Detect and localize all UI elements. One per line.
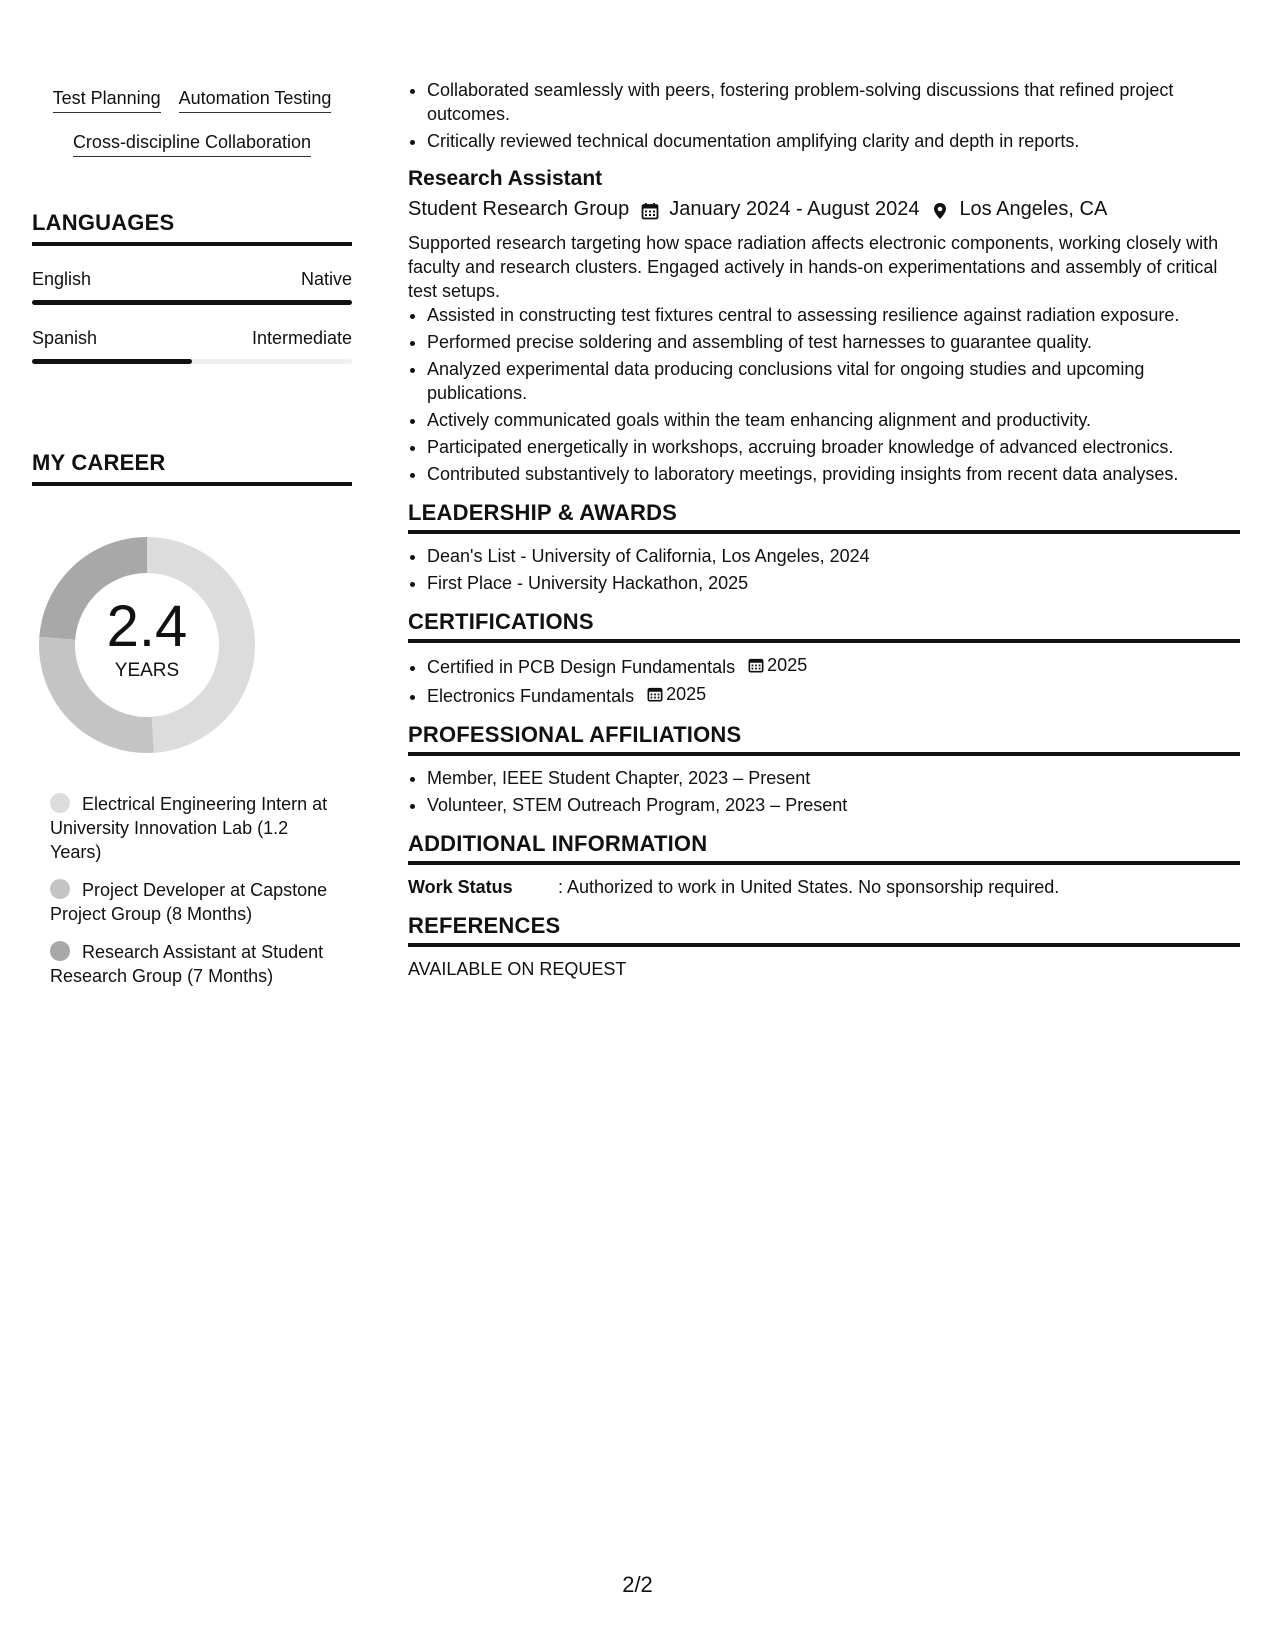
list-item: • Contributed substantively to laboratory meetings, providing insights from recent data analyses. <box>427 462 1240 486</box>
career-heading: MY CAREER <box>32 450 352 486</box>
list-item: • Performed precise soldering and assembling of test harnesses to guarantee quality. <box>427 330 1240 354</box>
legend-label: Research Assistant at Student Research Group (7 Months) <box>50 942 324 986</box>
work-status-row <box>408 875 1240 899</box>
calendar-icon <box>748 657 764 673</box>
legend-dot-icon <box>50 941 70 961</box>
language-bar-fill <box>32 359 192 364</box>
previous-job-bullets <box>408 78 1240 153</box>
language-level: Native <box>300 269 352 289</box>
legend-label: Electrical Engineering Intern at University Innovation Lab (1.2 Years) <box>50 794 328 862</box>
legend-item <box>50 792 330 864</box>
career-donut-chart <box>32 530 262 760</box>
list-item: • Collaborated seamlessly with peers, fostering problem-solving discussions that refined project outcomes. <box>427 78 1240 126</box>
language-name: English <box>32 269 92 289</box>
legend-item <box>50 940 330 988</box>
job-meta <box>408 195 1240 223</box>
skill-tag: Automation Testing <box>179 86 332 113</box>
job-location: Los Angeles, CA <box>959 198 1108 220</box>
awards-heading: LEADERSHIP & AWARDS <box>408 500 1240 534</box>
references-heading: REFERENCES <box>408 913 1240 947</box>
affiliations-heading: PROFESSIONAL AFFILIATIONS <box>408 722 1240 756</box>
additional-info-section <box>408 831 1240 899</box>
list-item <box>427 653 1240 679</box>
affiliations-section <box>408 722 1240 817</box>
list-item: • Dean's List - University of California, Los Angeles, 2024 <box>427 544 1240 568</box>
additional-info-heading: ADDITIONAL INFORMATION <box>408 831 1240 865</box>
list-item: • Member, IEEE Student Chapter, 2023 – Present <box>427 766 1240 790</box>
job-description: Supported research targeting how space radiation affects electronic components, working closely with faculty and research clusters. Engaged actively in hands-on experimentations and assembly of critical test setups. <box>408 233 1219 301</box>
job-bullets <box>408 303 1240 486</box>
languages-heading: LANGUAGES <box>32 210 352 246</box>
references-text: AVAILABLE ON REQUEST <box>408 959 627 979</box>
skill-tag: Cross-discipline Collaboration <box>73 130 311 157</box>
language-bar <box>32 300 352 305</box>
list-item: • Participated energetically in workshops, accruing broader knowledge of advanced electronics. <box>427 435 1240 459</box>
language-bar-fill <box>32 300 352 305</box>
legend-dot-icon <box>50 879 70 899</box>
awards-section <box>408 500 1240 595</box>
work-status-label: Work Status <box>408 877 513 897</box>
list-item: • Assisted in constructing test fixtures central to assessing resilience against radiation exposure. <box>427 303 1240 327</box>
calendar-icon <box>647 686 663 702</box>
career-section <box>32 450 352 486</box>
language-item <box>32 268 352 305</box>
legend-label: Project Developer at Capstone Project Group (8 Months) <box>50 880 328 924</box>
list-item: • Volunteer, STEM Outreach Program, 2023 – Present <box>427 793 1240 817</box>
certifications-section <box>408 609 1240 708</box>
job-title: Research Assistant <box>408 167 603 190</box>
list-item: • Critically reviewed technical documentation amplifying clarity and depth in reports. <box>427 129 1240 153</box>
list-item: • First Place - University Hackathon, 2025 <box>427 571 1240 595</box>
list-item: • Analyzed experimental data producing conclusions vital for ongoing studies and upcoming publications. <box>427 357 1240 405</box>
certification-name: Electronics Fundamentals <box>427 686 635 706</box>
skills-row <box>32 130 352 157</box>
work-status-value: : Authorized to work in United States. No sponsorship required. <box>558 877 1060 897</box>
job-dates: January 2024 - August 2024 <box>669 198 920 220</box>
certification-year: 2025 <box>767 655 808 675</box>
legend-dot-icon <box>50 793 70 813</box>
skills-tags <box>32 86 352 174</box>
page-number: 2/2 <box>622 1572 653 1597</box>
donut-center <box>32 530 262 760</box>
career-total-value: 2.4 <box>106 594 188 659</box>
language-name: Spanish <box>32 328 98 348</box>
location-pin-icon <box>931 200 949 218</box>
career-total-unit: YEARS <box>114 660 180 681</box>
certifications-heading: CERTIFICATIONS <box>408 609 1240 643</box>
language-bar <box>32 359 352 364</box>
list-item <box>427 682 1240 708</box>
job-company: Student Research Group <box>408 198 630 220</box>
legend-item <box>50 878 330 926</box>
career-legend <box>50 792 330 1002</box>
calendar-icon <box>641 200 659 218</box>
list-item: • Actively communicated goals within the team enhancing alignment and productivity. <box>427 408 1240 432</box>
certification-year: 2025 <box>666 684 707 704</box>
right-column <box>408 78 1240 981</box>
skills-row <box>32 86 352 113</box>
certification-name: Certified in PCB Design Fundamentals <box>427 657 736 677</box>
language-item <box>32 327 352 364</box>
language-level: Intermediate <box>251 328 352 348</box>
references-section <box>408 913 1240 981</box>
languages-section <box>32 210 352 364</box>
skill-tag: Test Planning <box>53 86 161 113</box>
